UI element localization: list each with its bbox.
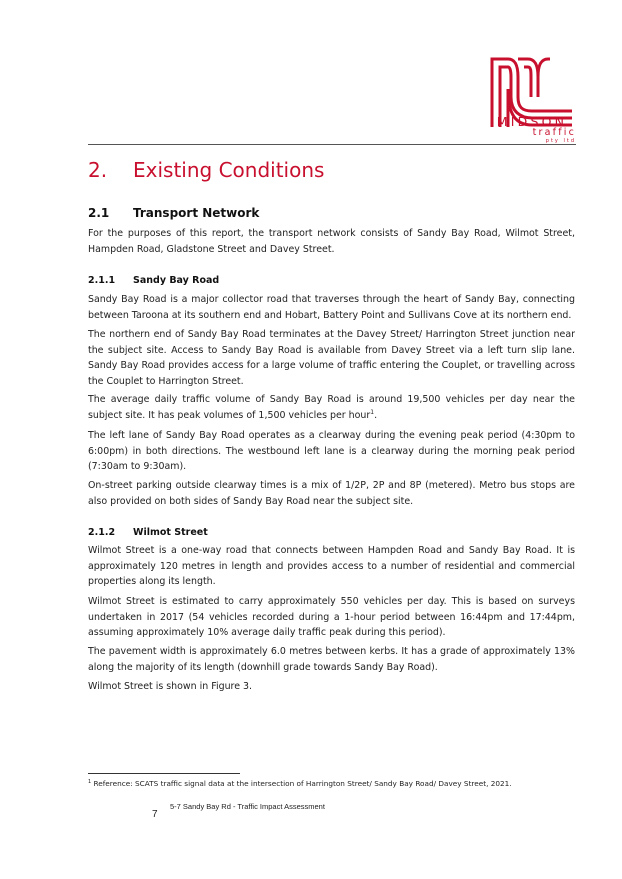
chapter-title: Existing Conditions	[133, 158, 325, 182]
paragraph: Wilmot Street is a one-way road that connects between Hampden Road and Sandy Bay Road. It is approximately 120 metres in length and provides access to a number of residential and commercial properties along its length.	[88, 545, 575, 587]
header-divider	[88, 144, 576, 145]
paragraph-text-tail: .	[374, 409, 378, 421]
paragraph-text: The average daily traffic volume of Sandy Bay Road is around 19,500 vehicles per day near the subject site. It has peak volumes of 1,500 vehicles per hour	[88, 394, 575, 421]
section-title: Transport Network	[133, 206, 260, 220]
footnote-text: Reference: SCATS traffic signal data at the intersection of Harrington Street/ Sandy Bay Road/ Davey Street, 2021.	[91, 779, 512, 788]
subsection-number: 2.1.1	[88, 275, 116, 286]
brand-name: MIDSON	[496, 114, 568, 129]
subsection-title: Wilmot Street	[133, 527, 208, 538]
chapter-heading	[88, 158, 324, 182]
section-heading	[88, 206, 259, 220]
footnote-divider	[88, 773, 240, 774]
paragraph: Wilmot Street is estimated to carry approximately 550 vehicles per day. This is based on surveys undertaken in 2017 (54 vehicles recorded during a 1-hour period between 16:44pm and 17:44pm, assuming approximately 10% average daily traffic peak during this period).	[88, 596, 575, 638]
paragraph: The pavement width is approximately 6.0 metres between kerbs. It has a grade of approximately 13% along the majority of its length (downhill grade towards Sandy Bay Road).	[88, 646, 575, 673]
paragraph: The northern end of Sandy Bay Road terminates at the Davey Street/ Harrington Street junction near the subject site. Access to Sandy Bay Road is available from Davey Street via a left turn slip lane. Sandy Bay Road provides access for a large volume of traffic entering the Couplet, or travelling across the Couplet to Harrington Street.	[88, 329, 575, 387]
subsection-heading-sandy-bay-road	[88, 275, 219, 286]
section-number: 2.1	[88, 206, 110, 220]
subsection-title: Sandy Bay Road	[133, 275, 220, 286]
paragraph: On-street parking outside clearway times is a mix of 1/2P, 2P and 8P (metered). Metro bus stops are also provided on both sides of Sandy Bay Road near the subject site.	[88, 480, 575, 507]
footnote	[88, 779, 512, 788]
subsection-heading-wilmot-street	[88, 527, 208, 538]
paragraph: The left lane of Sandy Bay Road operates as a clearway during the evening peak period (4:30pm to 6:00pm) in both directions. The westbound left lane is a clearway during the morning peak period (7:30am to 9:30am).	[88, 430, 575, 472]
paragraph: Sandy Bay Road is a major collector road that traverses through the heart of Sandy Bay, connecting between Taroona at its southern end and Hobart, Battery Point and Sullivans Cove at its northern end.	[88, 294, 575, 321]
section-intro: For the purposes of this report, the transport network consists of Sandy Bay Road, Wilmot Street, Hampden Road, Gladstone Street and Davey Street.	[88, 228, 575, 255]
footnote-reference[interactable]: 1	[370, 408, 375, 416]
footnote-marker: 1	[88, 779, 92, 785]
paragraph-with-footnote	[88, 392, 575, 423]
brand-sub2: pty ltd	[545, 138, 576, 144]
paragraph: Wilmot Street is shown in Figure 3.	[88, 681, 253, 692]
subsection-number: 2.1.2	[88, 527, 116, 538]
brand-sub: traffic	[532, 127, 576, 138]
page-number: 7	[152, 809, 158, 820]
chapter-number: 2.	[88, 158, 108, 182]
footer-title: 5-7 Sandy Bay Rd - Traffic Impact Assessment	[170, 802, 325, 811]
